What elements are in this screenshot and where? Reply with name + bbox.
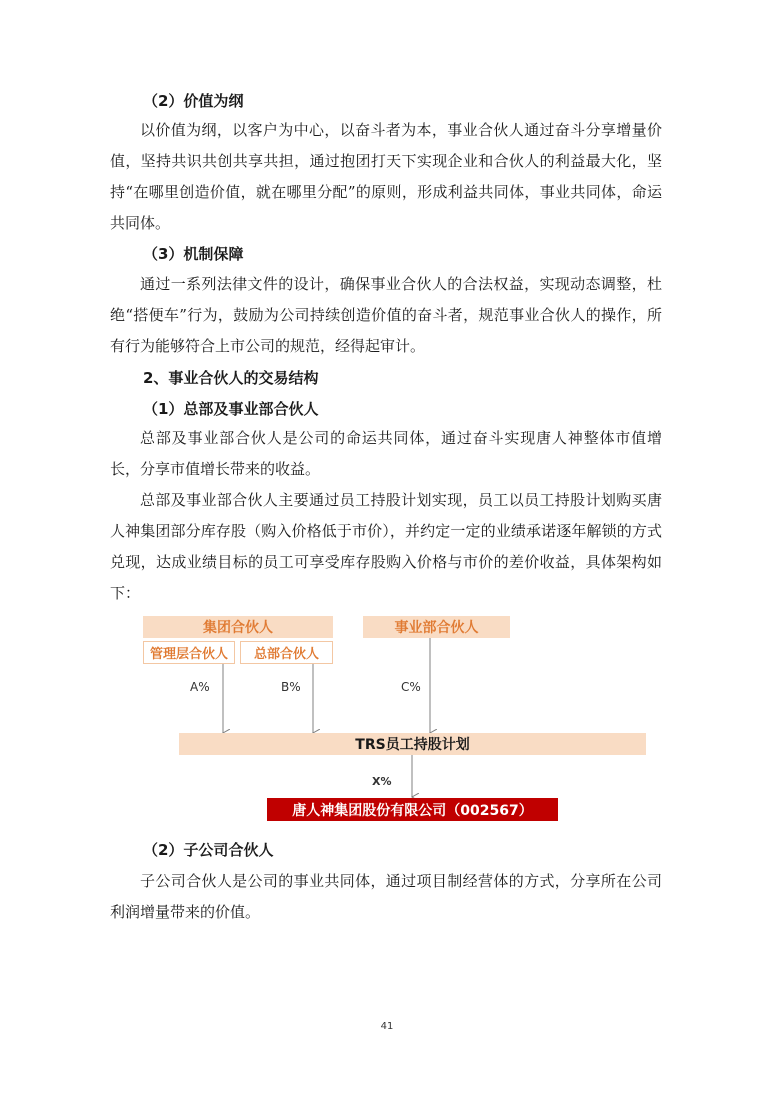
paragraph-mechanism: 通过一系列法律文件的设计，确保事业合伙人的合法权益，实现动态调整，杜绝“搭便车”行为，鼓励为公司持续创造价值的奋斗者，规范事业合伙人的操作，所有行为能够符合上市公司的规范，经得起审计。 xyxy=(110,275,662,355)
label-b-percent: B% xyxy=(281,680,301,694)
paragraph-subsidiary-partner: 子公司合伙人是公司的事业共同体，通过项目制经营体的方式，分享所在公司利润增量带来的价值。 xyxy=(110,872,662,921)
group-partner-box: 集团合伙人 xyxy=(143,616,333,638)
division-partner-box: 事业部合伙人 xyxy=(363,616,510,638)
paragraph-value-principle: 以价值为纲，以客户为中心，以奋斗者为本，事业合伙人通过奋斗分享增量价值，坚持共识共创共享共担，通过抱团打天下实现企业和合伙人的利益最大化，坚持“在哪里创造价值，就在哪里分配”的原则，形成利益共同体，事业共同体，命运共同体。 xyxy=(110,121,662,232)
company-box: 唐人神集团股份有限公司（002567） xyxy=(267,798,558,821)
hq-partner-box: 总部合伙人 xyxy=(240,641,333,664)
page-number: 41 xyxy=(380,1021,394,1032)
label-c-percent: C% xyxy=(401,680,421,694)
paragraph-hq-division-2: 总部及事业部合伙人主要通过员工持股计划实现，员工以员工持股计划购买唐人神集团部分库存股（购入价格低于市价），并约定一定的业绩承诺逐年解锁的方式兑现，达成业绩目标的员工可享受库存股购入价格与市价的差价收益，具体架构如下： xyxy=(110,491,662,602)
heading-transaction-structure: 2、事业合伙人的交易结构 xyxy=(143,369,319,387)
mgmt-partner-box: 管理层合伙人 xyxy=(143,641,235,664)
paragraph-hq-division-1: 总部及事业部合伙人是公司的命运共同体，通过奋斗实现唐人神整体市值增长，分享市值增长带来的收益。 xyxy=(110,429,662,478)
heading-subsidiary-partner: （2）子公司合伙人 xyxy=(143,841,274,859)
heading-hq-division-partner: （1）总部及事业部合伙人 xyxy=(143,400,319,418)
label-x-percent: X% xyxy=(372,775,392,788)
label-a-percent: A% xyxy=(190,680,210,694)
trs-plan-box: TRS员工持股计划 xyxy=(179,733,646,755)
heading-mechanism: （3）机制保障 xyxy=(143,245,244,263)
heading-value-principle: （2）价值为纲 xyxy=(143,92,244,110)
